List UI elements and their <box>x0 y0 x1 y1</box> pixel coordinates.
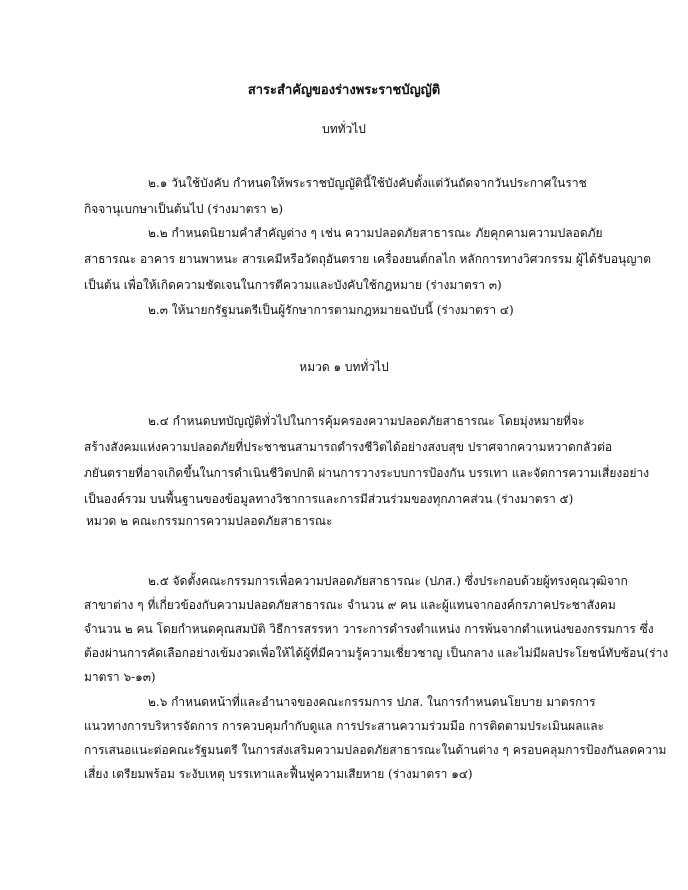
paragraph-line: เป็นองค์รวม บนพื้นฐานของข้อมูลทางวิชาการและการมีส่วนร่วมของทุกภาคส่วน (ร่างมาตรา ๕) <box>84 492 574 506</box>
chapter-2-heading: หมวด ๒ คณะกรรมการความปลอดภัยสาธารณะ <box>86 514 333 528</box>
document-subtitle: บททั่วไป <box>322 122 366 136</box>
paragraph-line: กิจจานุเบกษาเป็นต้นไป (ร่างมาตรา ๒) <box>84 202 284 216</box>
paragraph-line: จำนวน ๒ คน โดยกำหนดคุณสมบัติ วิธีการสรรหา วาระการดำรงตำแหน่ง การพ้นจากตำแหน่งของกรรมการ ซึ่ง <box>84 622 654 636</box>
paragraph-line: เสี่ยง เตรียมพร้อม ระงับเหตุ บรรเทาและฟื้นฟูความเสียหาย (ร่างมาตรา ๑๔) <box>84 767 473 781</box>
paragraph-line: เป็นต้น เพื่อให้เกิดความชัดเจนในการตีความและบังคับใช้กฎหมาย (ร่างมาตรา ๓) <box>84 278 502 292</box>
paragraph-2-3 <box>84 297 606 323</box>
paragraph-2-1 <box>84 170 606 222</box>
paragraph-line: ๒.๖ กำหนดหน้าที่และอำนาจของคณะกรรมการ ปภส. ในการกำหนดนโยบาย มาตรการ <box>148 695 596 709</box>
paragraph-line: สร้างสังคมแห่งความปลอดภัยที่ประชาชนสามารถดำรงชีวิตได้อย่างสงบสุข ปราศจากความหวาดกลัวต่อ <box>84 440 613 454</box>
paragraph-line: ภยันตรายที่อาจเกิดขึ้นในการดำเนินชีวิตปกติ ผ่านการวางระบบการป้องกัน บรรเทา และจัดการความเสี่ยงอย่าง <box>84 466 650 480</box>
paragraph-line: แนวทางการบริหารจัดการ การควบคุมกำกับดูแล การประสานความร่วมมือ การติดตามประเมินผลและ <box>84 719 605 733</box>
chapter-1-heading: หมวด ๑ บททั่วไป <box>299 360 389 374</box>
paragraph-2-2 <box>84 220 652 298</box>
paragraph-line: ๒.๒ กำหนดนิยามคำสำคัญต่าง ๆ เช่น ความปลอดภัยสาธารณะ ภัยคุกคามความปลอดภัย <box>148 226 603 240</box>
paragraph-line: สาธารณะ อาคาร ยานพาหนะ สารเคมีหรือวัตถุอันตราย เครื่องยนต์กลไก หลักการทางวิศวกรรม ผู้ได้รับอนุญาต <box>84 252 652 266</box>
paragraph-line: ๒.๓ ให้นายกรัฐมนตรีเป็นผู้รักษาการตามกฎหมายฉบับนี้ (ร่างมาตรา ๔) <box>148 303 514 317</box>
paragraph-2-6 <box>84 690 667 786</box>
paragraph-line: การเสนอแนะต่อคณะรัฐมนตรี ในการส่งเสริมความปลอดภัยสาธารณะในด้านต่าง ๆ ครอบคลุมการป้องกันลดความ <box>84 743 667 757</box>
paragraph-2-5 <box>84 569 669 689</box>
paragraph-line: ๒.๔ กำหนดบทบัญญัติทั่วไปในการคุ้มครองความปลอดภัยสาธารณะ โดยมุ่งหมายที่จะ <box>148 414 585 428</box>
paragraph-line: สาขาต่าง ๆ ที่เกี่ยวข้องกับความปลอดภัยสาธารณะ จำนวน ๙ คน และผู้แทนจากองค์กรภาคประชาสังคม <box>84 598 616 612</box>
paragraph-line: มาตรา ๖-๑๓) <box>84 670 156 684</box>
paragraph-2-4 <box>84 408 650 512</box>
paragraph-line: ๒.๑ วันใช้บังคับ กำหนดให้พระราชบัญญัตินี้ใช้บังคับตั้งแต่วันถัดจากวันประกาศในราช <box>148 176 587 190</box>
paragraph-line: ๒.๕ จัดตั้งคณะกรรมการเพื่อความปลอดภัยสาธารณะ (ปภส.) ซึ่งประกอบด้วยผู้ทรงคุณวุฒิจาก <box>148 574 628 588</box>
document-title: สาระสำคัญของร่างพระราชบัญญัติ <box>247 83 441 98</box>
paragraph-line: ต้องผ่านการคัดเลือกอย่างเข้มงวดเพื่อให้ได้ผู้ที่มีความรู้ความเชี่ยวชาญ เป็นกลาง และไม่มีผลประโยชน์ทับซ้อน(ร่าง <box>84 646 669 660</box>
